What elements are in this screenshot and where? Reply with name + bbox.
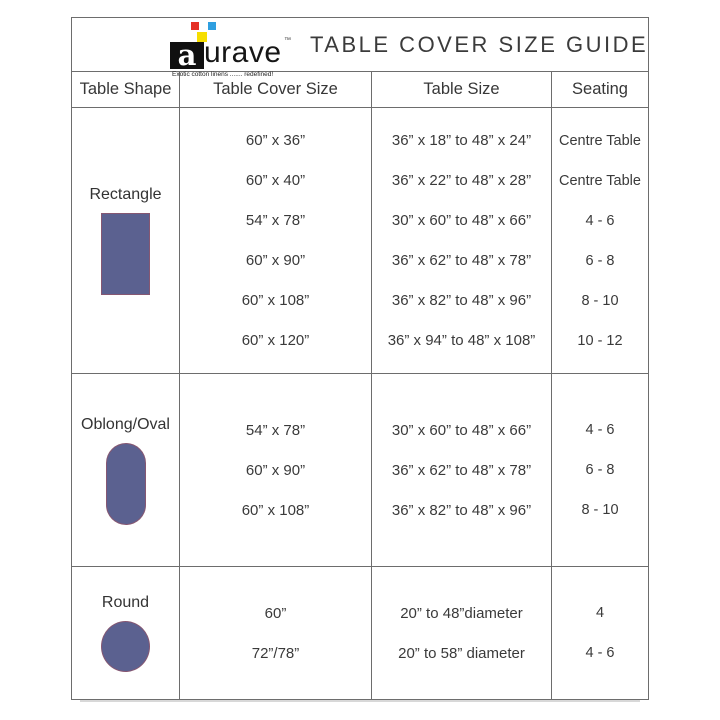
seating-value: 6 - 8 <box>585 252 615 269</box>
shape-cell-rectangle <box>72 108 180 373</box>
brand-logo <box>170 19 291 78</box>
section-label-rectangle: Rectangle <box>89 186 162 203</box>
cover-size-value: 60” x 90” <box>245 252 306 269</box>
seating-value: 4 <box>595 605 605 621</box>
cover-size-value: 60” <box>264 604 287 622</box>
table-size-value: 20” to 58” diameter <box>398 644 525 662</box>
page-title: TABLE COVER SIZE GUIDE <box>310 31 649 57</box>
cover-size-value: 60” x 90” <box>245 461 306 479</box>
rectangle-shape-icon <box>101 213 150 295</box>
table-size-value: 36” x 22” to 48” x 28” <box>391 172 532 189</box>
cover-size-column-oblong <box>180 374 372 566</box>
logo-wordmark: urave <box>204 35 282 69</box>
seating-value: 8 - 10 <box>581 502 619 518</box>
table-size-column-round <box>372 567 552 699</box>
table-size-value: 30” x 60” to 48” x 66” <box>391 421 532 439</box>
section-rectangle <box>72 108 648 374</box>
cover-size-value: 72”/78” <box>251 644 300 662</box>
table-size-column-oblong <box>372 374 552 566</box>
section-oblong-oval <box>72 374 648 567</box>
column-header-row <box>72 72 648 108</box>
cover-size-value: 60” x 108” <box>241 292 310 309</box>
cover-size-value: 54” x 78” <box>245 421 306 439</box>
table-size-value: 36” x 82” to 48” x 96” <box>391 292 532 309</box>
section-label-round: Round <box>101 594 150 611</box>
seating-value: 4 - 6 <box>585 422 615 438</box>
column-header-table-cover-size: Table Cover Size <box>180 72 372 107</box>
seating-value: 4 - 6 <box>585 645 615 661</box>
shape-cell-oblong <box>72 374 180 566</box>
cover-size-value: 54” x 78” <box>245 212 306 229</box>
cover-size-column-round <box>180 567 372 699</box>
table-size-column-rectangle <box>372 108 552 373</box>
cover-size-column-rectangle <box>180 108 372 373</box>
oblong-shape-icon <box>106 443 146 525</box>
trademark-symbol: ™ <box>284 36 291 44</box>
column-header-seating: Seating <box>572 80 628 98</box>
round-shape-icon <box>101 621 150 672</box>
cover-size-value: 60” x 108” <box>241 501 310 519</box>
logo-red-square-icon <box>191 22 199 30</box>
seating-column-rectangle <box>552 108 648 373</box>
header-band <box>72 18 649 78</box>
section-round <box>72 567 648 699</box>
cover-size-value: 60” x 40” <box>245 172 306 189</box>
size-guide-sheet <box>71 17 649 700</box>
column-header-table-shape: Table Shape <box>72 72 180 107</box>
seating-column-round <box>552 567 648 699</box>
column-header-table-size: Table Size <box>372 72 552 107</box>
table-size-value: 30” x 60” to 48” x 66” <box>391 212 532 229</box>
section-label-oblong-oval: Oblong/Oval <box>81 415 170 433</box>
seating-value: 10 - 12 <box>577 332 623 349</box>
logo-blue-square-icon <box>208 22 216 30</box>
seating-value: Centre Table <box>559 172 641 189</box>
seating-value: 4 - 6 <box>585 212 615 229</box>
brand-tagline: Exotic cotton linens ....... redefined! <box>172 70 274 78</box>
seating-value: 6 - 8 <box>585 462 615 478</box>
table-size-value: 36” x 62” to 48” x 78” <box>391 252 532 269</box>
table-size-value: 36” x 18” to 48” x 24” <box>391 132 532 149</box>
cover-size-value: 60” x 36” <box>245 132 306 149</box>
cover-size-value: 60” x 120” <box>241 332 310 349</box>
table-size-value: 36” x 94” to 48” x 108” <box>387 332 536 349</box>
table-size-value: 20” to 48”diameter <box>400 604 523 622</box>
table-size-value: 36” x 82” to 48” x 96” <box>391 501 532 519</box>
seating-value: 8 - 10 <box>581 292 619 309</box>
table-size-value: 36” x 62” to 48” x 78” <box>391 461 532 479</box>
logo-letter-box: a <box>170 42 204 69</box>
seating-column-oblong <box>552 374 648 566</box>
shape-cell-round <box>72 567 180 699</box>
seating-value: Centre Table <box>559 132 641 149</box>
